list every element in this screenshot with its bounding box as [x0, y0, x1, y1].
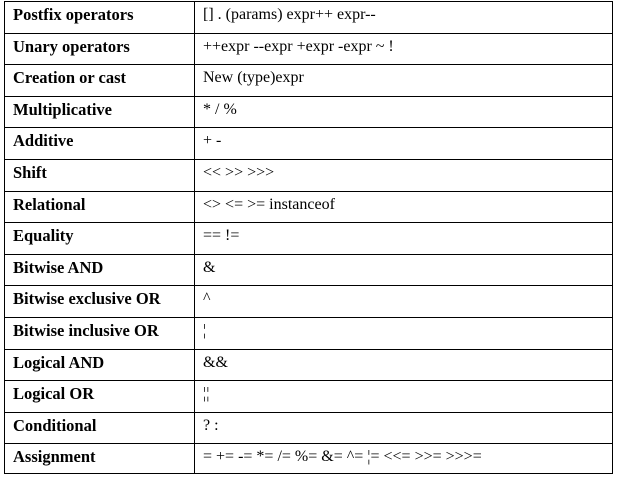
table-row [5, 349, 613, 381]
operators-cell: ? : [195, 412, 613, 444]
table-row [5, 444, 613, 474]
table-row [5, 159, 613, 191]
operators-cell: New (type)expr [195, 65, 613, 97]
table-row [5, 381, 613, 413]
category-cell: Bitwise AND [5, 254, 195, 286]
operators-cell: * / % [195, 96, 613, 128]
table-row [5, 96, 613, 128]
operators-cell: ^ [195, 286, 613, 318]
operators-cell: + - [195, 128, 613, 160]
operator-precedence-table [4, 1, 613, 474]
table-row [5, 65, 613, 97]
table-row [5, 128, 613, 160]
category-cell: Relational [5, 191, 195, 223]
category-cell: Creation or cast [5, 65, 195, 97]
category-cell: Logical AND [5, 349, 195, 381]
category-cell: Bitwise inclusive OR [5, 317, 195, 349]
table-row [5, 191, 613, 223]
table-row [5, 317, 613, 349]
table-row [5, 254, 613, 286]
operators-cell: = += -= *= /= %= &= ^= ¦= <<= >>= >>>= [195, 444, 613, 474]
category-cell: Logical OR [5, 381, 195, 413]
category-cell: Equality [5, 223, 195, 255]
category-cell: Additive [5, 128, 195, 160]
operators-cell: ¦ [195, 317, 613, 349]
category-cell: Multiplicative [5, 96, 195, 128]
table-row [5, 223, 613, 255]
operators-cell: [] . (params) expr++ expr-- [195, 2, 613, 34]
category-cell: Unary operators [5, 33, 195, 65]
category-cell: Conditional [5, 412, 195, 444]
category-cell: Postfix operators [5, 2, 195, 34]
operators-cell: <> <= >= instanceof [195, 191, 613, 223]
operators-cell: ¦¦ [195, 381, 613, 413]
table-row [5, 286, 613, 318]
operators-cell: ++expr --expr +expr -expr ~ ! [195, 33, 613, 65]
operators-cell: & [195, 254, 613, 286]
category-cell: Bitwise exclusive OR [5, 286, 195, 318]
table-row [5, 2, 613, 34]
operators-cell: == != [195, 223, 613, 255]
table-row [5, 412, 613, 444]
category-cell: Assignment [5, 444, 195, 474]
operators-cell: << >> >>> [195, 159, 613, 191]
operators-cell: && [195, 349, 613, 381]
category-cell: Shift [5, 159, 195, 191]
table-row [5, 33, 613, 65]
